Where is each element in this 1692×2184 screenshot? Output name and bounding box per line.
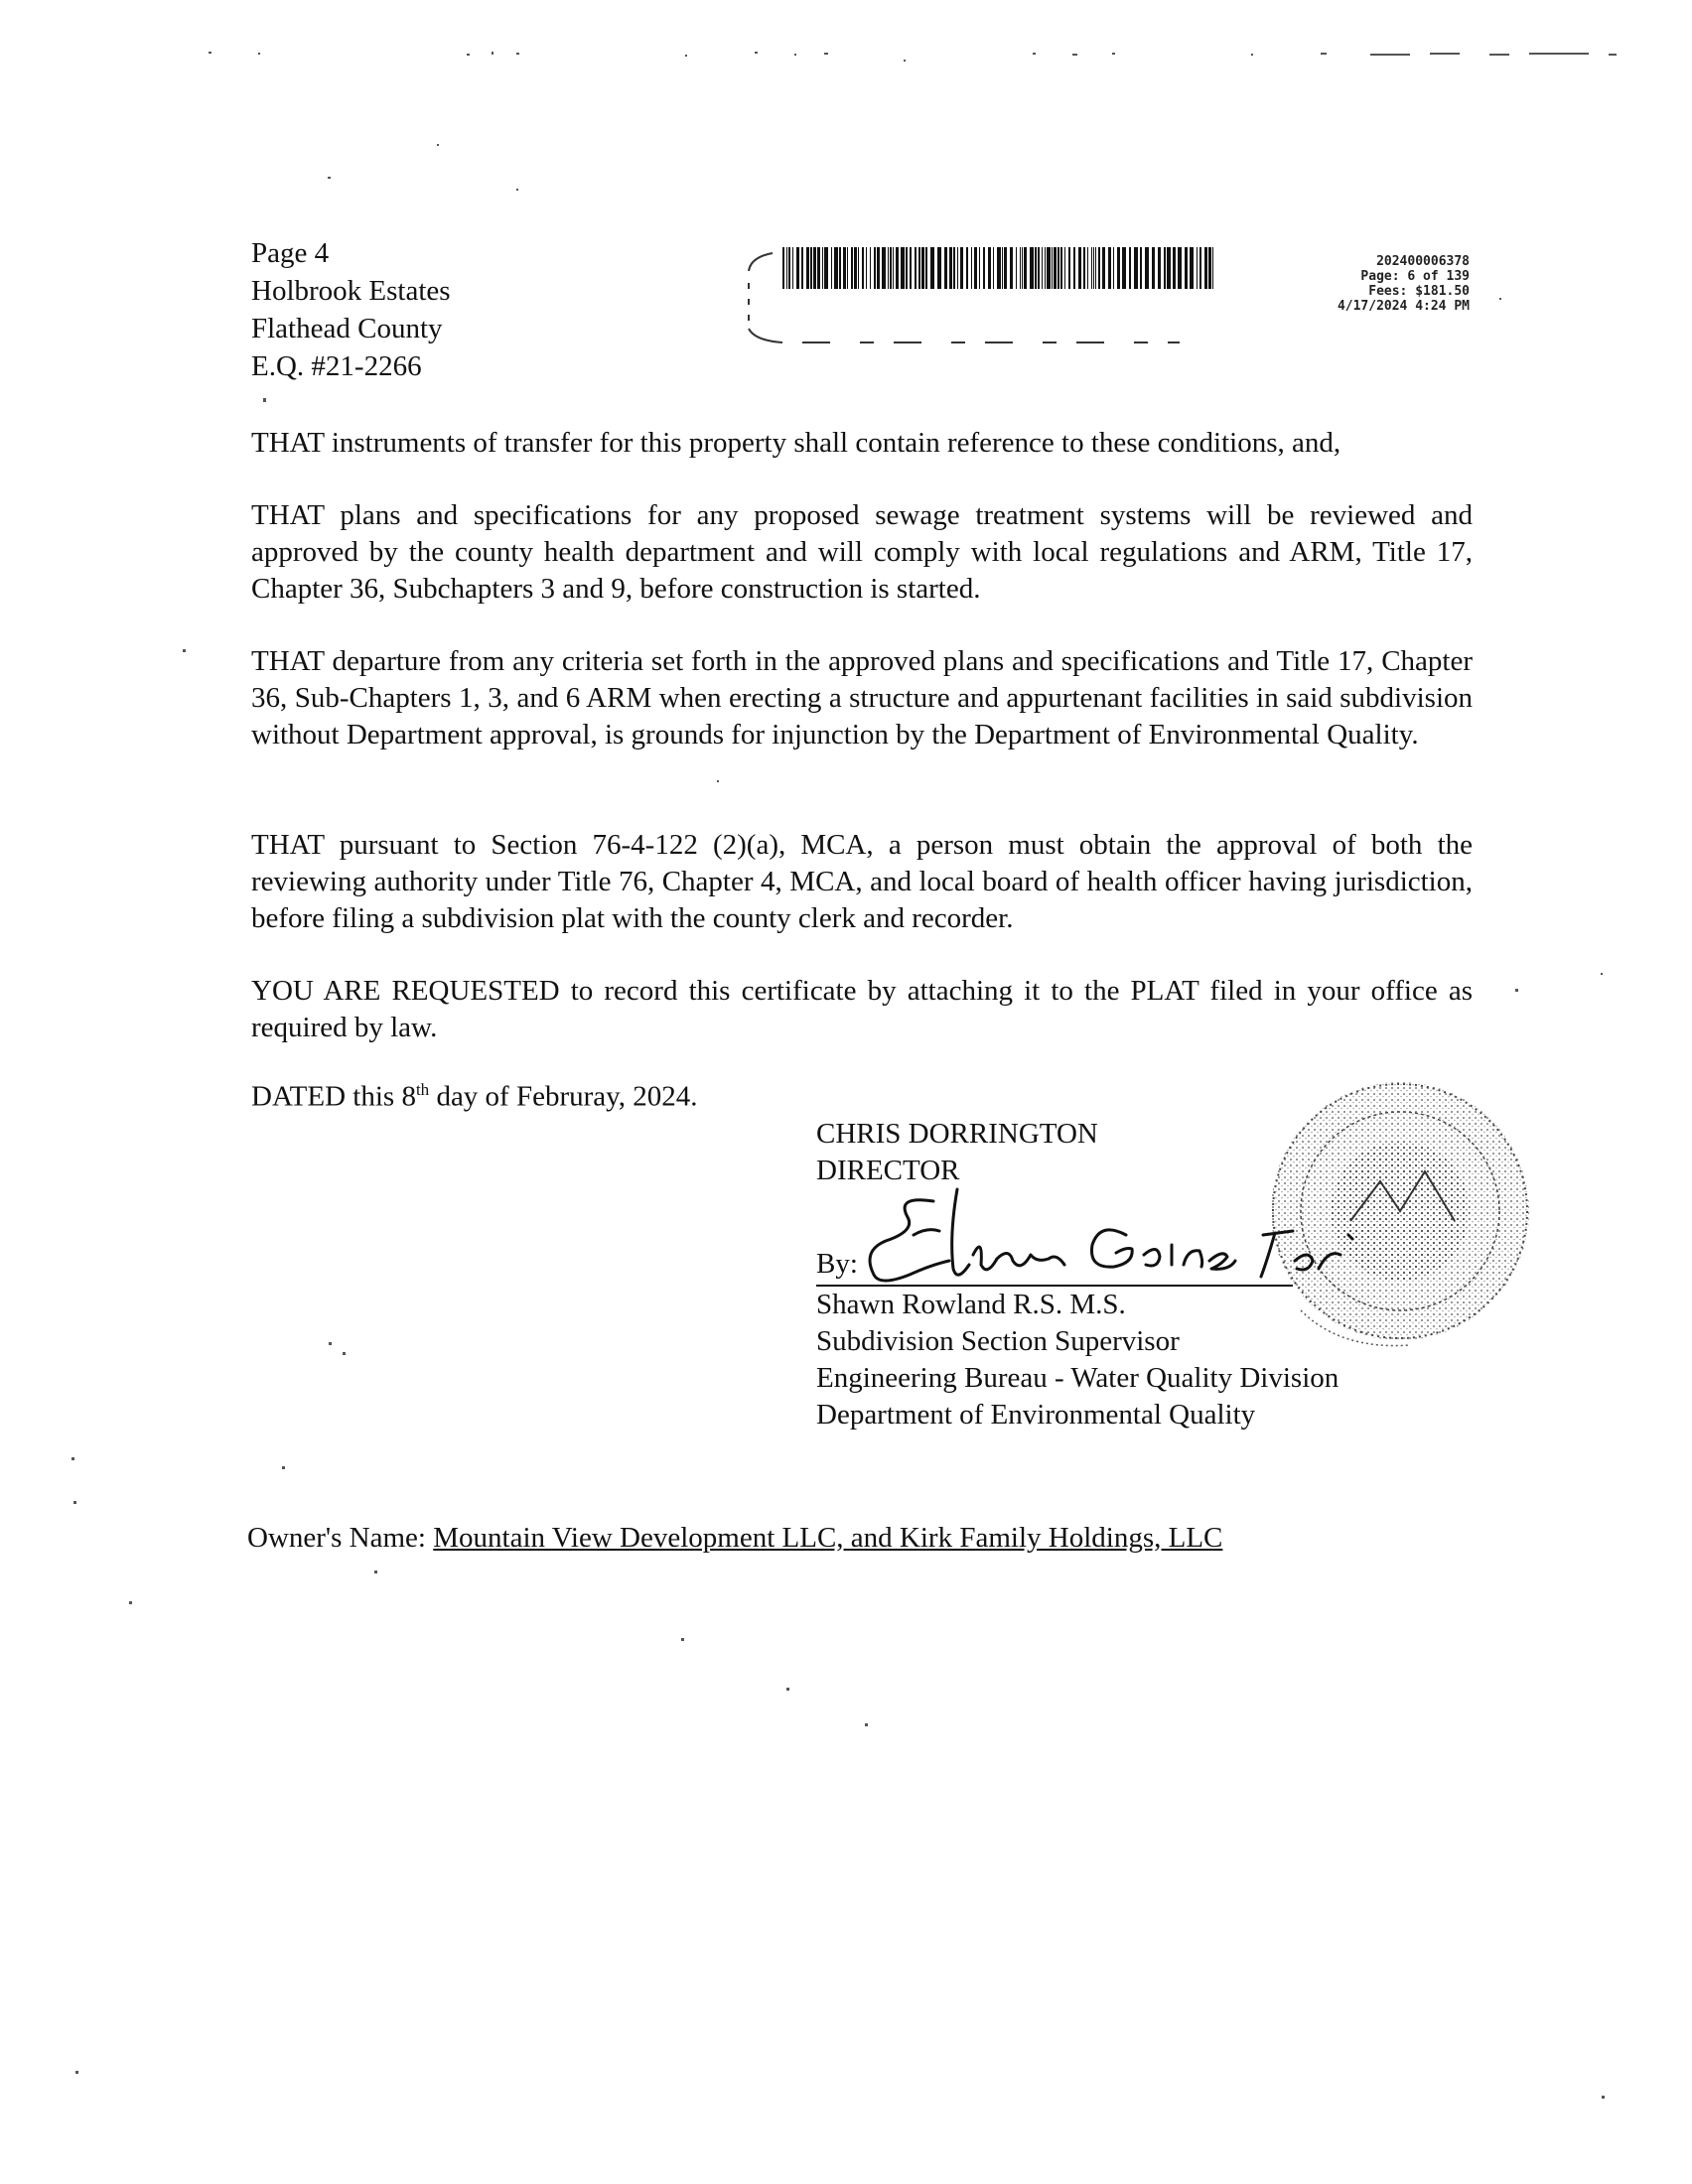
barcode-bar (1199, 247, 1201, 289)
barcode-bar (822, 247, 823, 289)
barcode-bar (817, 247, 820, 289)
barcode-bar (1108, 247, 1111, 289)
barcode-bar (1208, 247, 1211, 289)
barcode-bar (1145, 247, 1149, 289)
barcode-bar (910, 247, 912, 289)
barcode-bar (813, 247, 816, 289)
barcode-bar (831, 247, 832, 289)
barcode-bar (997, 247, 1001, 289)
barcode-bar (966, 247, 968, 289)
barcode-bar (979, 247, 980, 289)
barcode-bar (1113, 247, 1114, 289)
barcode-bar (843, 247, 846, 289)
eq-number: E.Q. #21-2266 (251, 350, 422, 382)
barcode-bar (983, 247, 985, 289)
barcode-bar (1098, 247, 1100, 289)
barcode-bar (854, 247, 857, 289)
barcode-bar (1122, 247, 1126, 289)
header-block (251, 234, 451, 385)
signature-block (816, 1116, 1339, 1433)
barcode-bar (1204, 247, 1207, 289)
barcode-bar (957, 247, 958, 289)
recording-stamp (1291, 254, 1470, 314)
county-name: Flathead County (251, 313, 443, 344)
barcode-bar (974, 247, 977, 289)
barcode-bar (988, 247, 991, 289)
barcode-bar (870, 247, 871, 289)
by-label: By: (816, 1248, 858, 1280)
barcode-bar (1022, 247, 1023, 289)
barcode-bar (1178, 247, 1182, 289)
barcode-bar (896, 247, 899, 289)
barcode-bar (1102, 247, 1105, 289)
barcode-bar (1064, 247, 1065, 289)
barcode-bar (1016, 247, 1017, 289)
barcode-bar (862, 247, 864, 289)
handwritten-signature (866, 1165, 1382, 1295)
barcode-bar (782, 247, 784, 289)
barcode-bar (786, 247, 787, 289)
barcode-bar (882, 247, 886, 289)
owner-line (247, 1522, 1222, 1555)
barcode-bar (1042, 247, 1043, 289)
dated-prefix: DATED this 8 (251, 1080, 416, 1113)
barcode-bar (1152, 247, 1155, 289)
barcode-bar (1004, 247, 1007, 289)
signer-name: Shawn Rowland R.S. M.S. (816, 1289, 1126, 1320)
dated-ordinal: th (415, 1080, 430, 1099)
barcode-bar (834, 247, 838, 289)
page-label: Page 4 (251, 237, 330, 269)
director-name: CHRIS DORRINGTON (816, 1118, 1098, 1150)
barcode-bar (788, 247, 790, 289)
dated-line (251, 1080, 698, 1114)
barcode-bar (1083, 247, 1085, 289)
barcode-bar (1045, 247, 1046, 289)
signature-line (816, 1215, 1293, 1287)
signer-bureau: Engineering Bureau - Water Quality Division (816, 1362, 1340, 1394)
barcode-bar (993, 247, 994, 289)
barcode-bar (1185, 247, 1188, 289)
barcode-bar (888, 247, 889, 289)
condition-paragraph-2: THAT plans and specifications for any proposed sewage treatment systems will be reviewed and approved by the county health department and will comply with local regulations and ARM, Title 17, Chapter 36, Subchapters 3 and 9, before construction is started. (251, 499, 1473, 605)
barcode-bar (1173, 247, 1176, 289)
barcode-bar (1010, 247, 1013, 289)
barcode-bar (944, 247, 947, 289)
request-paragraph: YOU ARE REQUESTED to record this certificate by attaching it to the PLAT filed in your office as required by law. (251, 975, 1473, 1043)
barcode-bar (937, 247, 941, 289)
barcode-bar (1190, 247, 1194, 289)
barcode-bar (1078, 247, 1081, 289)
dated-suffix: day of Februray, 2024. (429, 1080, 698, 1113)
barcode-bar (1047, 247, 1051, 289)
barcode-bar (810, 247, 812, 289)
barcode-bar (877, 247, 880, 289)
director-title: DIRECTOR (816, 1155, 960, 1186)
barcode-bar (960, 247, 963, 289)
barcode-bar (801, 247, 803, 289)
barcode-bar (901, 247, 905, 289)
barcode-bar (1134, 247, 1138, 289)
barcode-bar (949, 247, 952, 289)
barcode-bar (1054, 247, 1057, 289)
barcode-bar (1058, 247, 1059, 289)
barcode-bar (1068, 247, 1070, 289)
barcode-bar (1093, 247, 1094, 289)
barcode-bar (858, 247, 859, 289)
project-name: Holbrook Estates (251, 275, 451, 307)
condition-paragraph-1: THAT instruments of transfer for this property shall contain reference to these conditions, and, (251, 427, 1341, 459)
recording-number: 202400006378 (1376, 254, 1470, 269)
barcode-bar (866, 247, 867, 289)
barcode-bar (1117, 247, 1120, 289)
barcode-bar (796, 247, 799, 289)
barcode (782, 247, 1219, 289)
barcode-bar (921, 247, 924, 289)
barcode-bar (1002, 247, 1003, 289)
barcode-bar (792, 247, 793, 289)
barcode-bar (874, 247, 876, 289)
owner-value: Mountain View Development LLC, and Kirk Family Holdings, LLC (433, 1522, 1223, 1554)
barcode-bar (918, 247, 920, 289)
barcode-bar (893, 247, 894, 289)
barcode-bar (839, 247, 841, 289)
barcode-bar (1167, 247, 1171, 289)
barcode-bar (1197, 247, 1198, 289)
recording-fees: Fees: $181.50 (1368, 284, 1470, 299)
recording-datetime: 4/17/2024 4:24 PM (1337, 299, 1470, 314)
recording-pages: Page: 6 of 139 (1360, 269, 1470, 284)
condition-paragraph-4: THAT pursuant to Section 76-4-122 (2)(a), MCA, a person must obtain the approval of both the reviewing authority under Title 76, Chapter 4, MCA, and local board of health officer having jurisdiction, before filing a subdivision plat with the county clerk and recorder. (251, 829, 1473, 934)
barcode-bar (953, 247, 955, 289)
barcode-bar (930, 247, 934, 289)
barcode-bar (1020, 247, 1021, 289)
condition-paragraph-3: THAT departure from any criteria set forth in the approved plans and specifications and Title 17, Chapter 36, Sub-Chapters 1, 3, and 6 ARM when erecting a structure and appurtenant facilities in said subdivision without Department approval, is grounds for injunction by the Department of Environmental Quality. (251, 645, 1473, 751)
barcode-bar (1129, 247, 1131, 289)
barcode-bar (1035, 247, 1037, 289)
barcode-bar (824, 247, 828, 289)
barcode-bar (1024, 247, 1027, 289)
barcode-bar (1052, 247, 1053, 289)
barcode-bar (806, 247, 809, 289)
barcode-bar (1158, 247, 1161, 289)
barcode-area (743, 243, 1249, 352)
barcode-bar (1087, 247, 1088, 289)
barcode-bar (906, 247, 908, 289)
barcode-bar (1164, 247, 1166, 289)
signer-department: Department of Environmental Quality (816, 1399, 1256, 1431)
barcode-bar (1140, 247, 1142, 289)
barcode-bar (1030, 247, 1034, 289)
barcode-bar (1038, 247, 1040, 289)
barcode-bar (1073, 247, 1075, 289)
barcode-bar (915, 247, 916, 289)
barcode-bar (971, 247, 972, 289)
barcode-bar (1060, 247, 1062, 289)
barcode-bar (847, 247, 848, 289)
barcode-bar (890, 247, 892, 289)
barcode-bar (925, 247, 927, 289)
signer-position: Subdivision Section Supervisor (816, 1325, 1180, 1357)
barcode-bar (1212, 247, 1213, 289)
barcode-bar (851, 247, 853, 289)
owner-label: Owner's Name: (247, 1522, 434, 1554)
barcode-bar (1091, 247, 1092, 289)
barcode-bar (1095, 247, 1096, 289)
